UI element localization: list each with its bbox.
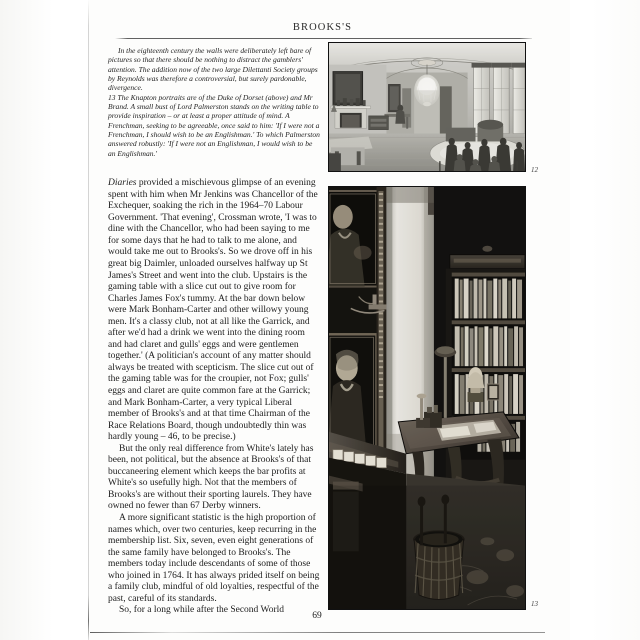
page-gutter-line bbox=[88, 0, 89, 640]
caption-block bbox=[108, 46, 321, 158]
body-paragraph-2: But the only real difference from White's lately has been, not political, but the absence at Brooks's of that buccaneering element which keeps the bar profits at White's so usefully high. Not that the members of Brooks's are without their sporting laurels. They have owned no fewer than 67 Derby winners. bbox=[108, 443, 314, 512]
text-column bbox=[108, 46, 321, 617]
body-lead-italic: Diaries bbox=[108, 178, 137, 189]
running-head: BROOKS'S bbox=[292, 22, 353, 33]
caption-note-13: 13 The Knapton portraits are of the Duke of Dorset (above) and Mr Brand. A small bust of Lord Palmerston stands on the writing table to provide inspiration – or at least a proper attitude of mind. A Frenchman, seeking to be agreeable, once said to him: 'If I were not a Frenchman, I should wish to be an Englishman.' To which Palmerston answered robustly: 'If I were not an Englishman, I would wish to be an Englishman.' bbox=[108, 92, 320, 158]
figure-engraving-subscription-room bbox=[328, 42, 526, 172]
figure-number-12: 12 bbox=[531, 166, 538, 174]
page-number-value: 69 bbox=[312, 611, 322, 621]
body-paragraph-3: A more significant statistic is the high proportion of names which, over two centuries, keep recurring in the membership list. Six, seven, even eight generations of the same family have belonged to Brooks's. The members today include descendants of some of those who joined in 1764. It has always prided itself on being a family club, mindful of old loyalties, respectful of the past, careful of its standards. bbox=[108, 512, 320, 604]
page-right-margin bbox=[570, 0, 640, 640]
body-paragraph-4: So, for a long while after the Second World bbox=[119, 605, 285, 616]
page-left-margin bbox=[0, 0, 88, 640]
figure-number-13: 13 bbox=[531, 600, 538, 608]
page-number bbox=[0, 611, 640, 621]
body-text bbox=[108, 178, 321, 617]
caption-note-paragraph: In the eighteenth century the walls were deliberately left bare of pictures so that there should be nothing to distract the gamblers' attention. The addition now of the two large Dilettanti Society groups by Reynolds was therefore a controversial, but surely pardonable, divergence. bbox=[108, 46, 318, 93]
header-rule bbox=[115, 38, 532, 39]
body-paragraph-1-text: provided a mischievous glimpse of an evening spent with him when Mr Jenkins was Chancellor of the Exchequer, soaking the rich in the 1964–70 Labour Government. 'That evening', Crossman wrote, 'I was to dine with the Chancellor, who had been saying to me for some days that he had to talk to me alone, and would take me out to Brooks's. So we drove off in his great big Daimler, unloaded ourselves halfway up St James's Street and went into the club. Upstairs is the gaming table with a slice cut out to give room for Charles James Fox's tummy. At the bar down below were Mark Bonham-Carter and other willowy young men. It's a classy club, not at all like the Garrick, and after we'd had a drink we went into the dining room and had claret and gulls' eggs and were gentlemen together.' (A politician's account of any matter should always be treated with scepticism. The slice cut out of the gaming table was for the croupier, not Fox; gulls' eggs and claret are quite common fare at the Garrick; and Mark Bonham-Carter, a very typical Liberal member of Brooks's and at that time Chairman of the Race Relations Board, though undoubtedly thin was hardly young – 46, to be precise.) bbox=[108, 178, 318, 443]
figure-photo-library-corner bbox=[328, 186, 526, 610]
photograph-artwork bbox=[329, 187, 525, 609]
body-paragraph-1 bbox=[108, 178, 321, 444]
footer-rule bbox=[90, 632, 545, 633]
engraving-artwork bbox=[329, 43, 525, 171]
